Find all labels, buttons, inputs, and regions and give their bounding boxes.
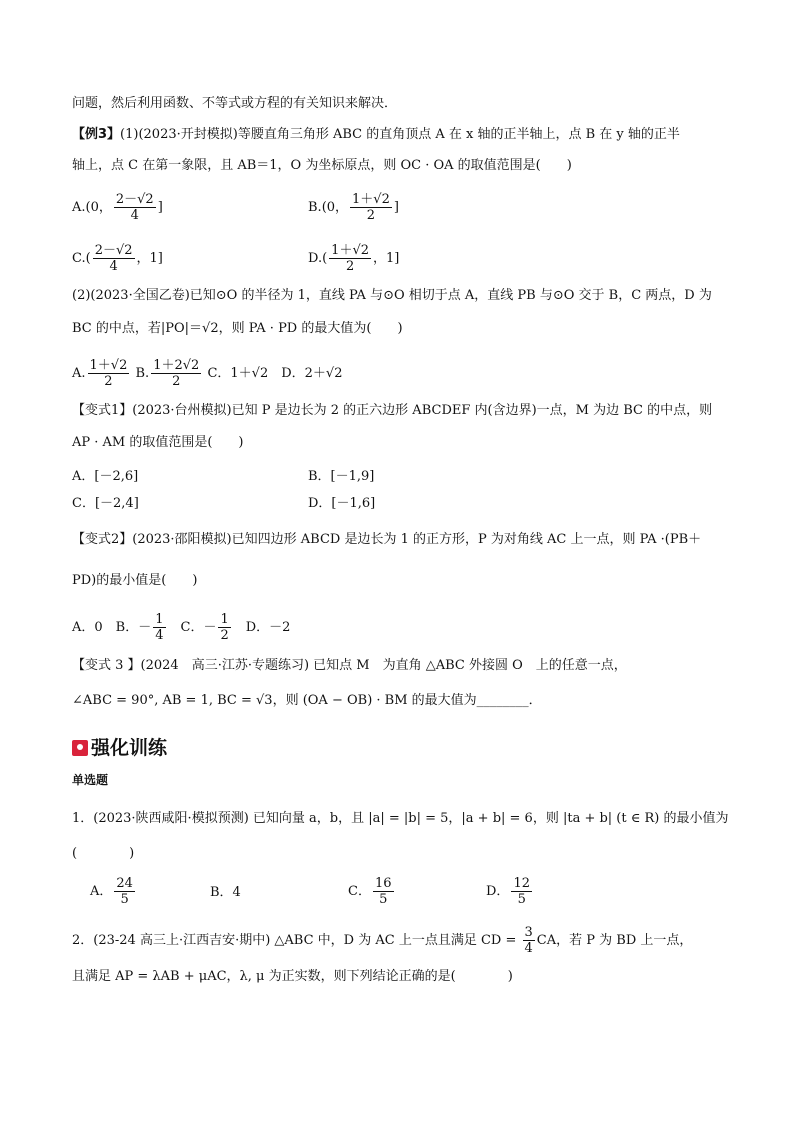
section-title: 强化训练 bbox=[91, 737, 168, 759]
example-3-q1-text: (1)(2023·开封模拟)等腰直角三角形 ABC 的直角顶点 A 在 x 轴的正半轴上，点 B 在 y 轴的正半 bbox=[120, 127, 680, 142]
p1-option-d: D． $\frac{12}{5}$ bbox=[486, 876, 530, 907]
problem-2-line2: 且满足 AP = λAB + μAC，λ, μ 为正实数，则下列结论正确的是( ) bbox=[72, 969, 513, 984]
variant-2-line1: 【变式2】(2023·邵阳模拟)已知四边形 ABCD 是边长为 1 的正方形，P 为对角线 AC 上一点，则 PA ·(PB＋ bbox=[72, 532, 702, 547]
q1-option-d: D.( $\frac{1+√2}{2}$ ，1] bbox=[308, 243, 400, 274]
p1-option-a: A． $\frac{24}{5}$ bbox=[90, 876, 133, 907]
example-3-line1 bbox=[72, 126, 734, 144]
example-label: 【例3】 bbox=[72, 127, 121, 142]
v1-option-b: B．[－1,9] bbox=[308, 469, 375, 484]
p1-option-c: C． $\frac{16}{5}$ bbox=[348, 876, 392, 907]
p1-option-b: B．4 bbox=[210, 885, 241, 900]
problem-1-line2: ( ) bbox=[72, 846, 135, 861]
problem-2-line1: 2．(23-24 高三上·江西吉安·期中) △ABC 中，D 为 AC 上一点且满足 CD = $\frac{3}{4}$ CA，若 P 为 BD 上一点， bbox=[72, 925, 693, 956]
v1-option-c: C．[－2,4] bbox=[72, 496, 139, 511]
q1-option-a: A.(0， $\frac{2-√2}{4}$ ] bbox=[72, 192, 163, 223]
variant-2-line2: PD)的最小值是( ) bbox=[72, 573, 198, 588]
variant-1-line2: AP · AM 的取值范围是( ) bbox=[72, 435, 244, 450]
thumbs-up-icon bbox=[72, 740, 88, 756]
q2-options: A. $\frac{1+√2}{2}$ B. $\frac{1+2√2}{2}$ C．1＋√2 D．2＋√2 bbox=[72, 358, 343, 389]
variant-3-line1: 【变式 3 】(2024 高三·江苏·专题练习) 已知点 M 为直角 △ABC 外接圆 O 上的任意一点， bbox=[72, 658, 627, 673]
q2-line2: BC 的中点，若|PO|＝√2，则 PA · PD 的最大值为( ) bbox=[72, 321, 403, 336]
v2-options: A．0 B．－ $\frac{1}{4}$ C．－ $\frac{1}{2}$ D．－2 bbox=[72, 612, 291, 643]
section-heading bbox=[72, 733, 167, 757]
q2-line1: (2)(2023·全国乙卷)已知⊙O 的半径为 1，直线 PA 与⊙O 相切于点 A，直线 PB 与⊙O 交于 B，C 两点，D 为 bbox=[72, 288, 712, 303]
v1-option-a: A．[－2,6] bbox=[72, 469, 139, 484]
variant-1-line1: 【变式1】(2023·台州模拟)已知 P 是边长为 2 的正六边形 ABCDEF 内(含边界)一点，M 为边 BC 的中点，则 bbox=[72, 403, 713, 418]
example-3-line2: 轴上，点 C 在第一象限，且 AB＝1，O 为坐标原点，则 OC · OA 的取值范围是( ) bbox=[72, 158, 572, 173]
intro-text: 问题，然后利用函数、不等式或方程的有关知识来解决． bbox=[72, 96, 398, 111]
q1-option-b: B.(0， $\frac{1+√2}{2}$ ] bbox=[308, 192, 399, 223]
v1-option-d: D．[－1,6] bbox=[308, 496, 376, 511]
q1-option-c: C.( $\frac{2-√2}{4}$ ，1] bbox=[72, 243, 163, 274]
variant-3-line2: ∠ABC = 90°, AB = 1, BC = √3，则 (OA − OB) · BM 的最大值为________． bbox=[72, 693, 542, 708]
subsection-title: 单选题 bbox=[72, 773, 109, 787]
problem-1-line1: 1．(2023·陕西咸阳·模拟预测) 已知向量 a，b，且 |a| = |b| = 5，|a + b| = 6，则 |ta + b| (t ∈ R) 的最小值为 bbox=[72, 811, 729, 826]
